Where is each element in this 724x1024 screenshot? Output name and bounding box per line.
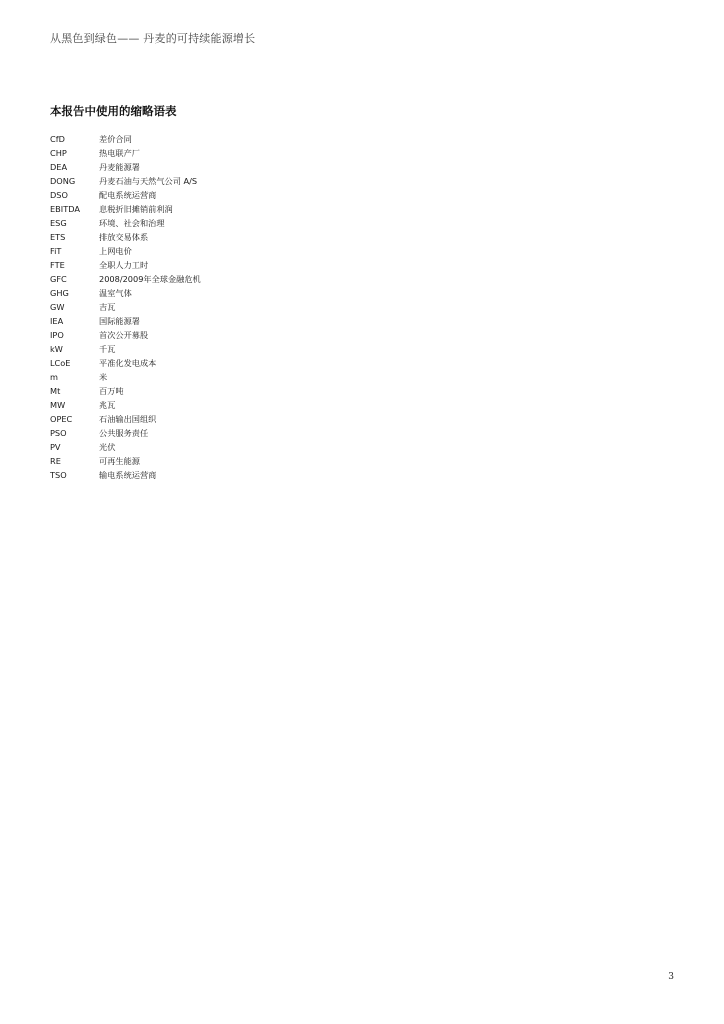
abbreviation-term: CHP bbox=[50, 148, 67, 158]
abbreviation-definition: 丹麦石油与天然气公司 A/S bbox=[99, 176, 198, 186]
abbreviation-row bbox=[50, 454, 450, 468]
abbreviation-row bbox=[50, 398, 450, 412]
abbreviation-definition: 2008/2009年全球金融危机 bbox=[99, 274, 201, 284]
abbreviation-term: MW bbox=[50, 400, 66, 410]
abbreviation-definition: 首次公开募股 bbox=[99, 330, 149, 340]
abbreviation-row bbox=[50, 286, 450, 300]
abbreviation-row bbox=[50, 342, 450, 356]
abbreviation-definition: 兆瓦 bbox=[99, 400, 116, 410]
abbreviation-definition: 米 bbox=[99, 372, 108, 382]
abbreviation-row bbox=[50, 216, 450, 230]
abbreviation-term: EBITDA bbox=[50, 204, 80, 214]
abbreviation-definition: 千瓦 bbox=[99, 344, 116, 354]
abbreviation-definition: 公共服务责任 bbox=[99, 428, 149, 438]
abbreviation-definition: 上网电价 bbox=[99, 246, 132, 256]
abbreviation-row bbox=[50, 188, 450, 202]
abbreviation-term: FTE bbox=[50, 260, 65, 270]
abbreviation-definition: 石油输出国组织 bbox=[99, 414, 157, 424]
abbreviation-row bbox=[50, 230, 450, 244]
abbreviation-term: DEA bbox=[50, 162, 68, 172]
abbreviation-definition: 光伏 bbox=[99, 442, 116, 452]
abbreviation-row bbox=[50, 440, 450, 454]
abbreviation-row bbox=[50, 146, 450, 160]
abbreviation-row bbox=[50, 174, 450, 188]
abbreviation-term: ETS bbox=[50, 232, 66, 242]
abbreviation-row bbox=[50, 328, 450, 342]
page-number: 3 bbox=[668, 972, 674, 982]
abbreviation-term: PV bbox=[50, 442, 61, 452]
abbreviation-term: LCoE bbox=[50, 358, 71, 368]
abbreviation-definition: 排放交易体系 bbox=[99, 232, 149, 242]
abbreviation-row bbox=[50, 132, 450, 146]
section-title: 本报告中使用的缩略语表 bbox=[50, 104, 177, 118]
abbreviation-term: kW bbox=[50, 344, 63, 354]
abbreviation-term: DONG bbox=[50, 176, 76, 186]
abbreviation-row bbox=[50, 244, 450, 258]
abbreviation-definition: 配电系统运营商 bbox=[99, 190, 157, 200]
abbreviation-definition: 丹麦能源署 bbox=[99, 162, 140, 172]
abbreviation-definition: 国际能源署 bbox=[99, 316, 140, 326]
abbreviation-definition: 息税折旧摊销前利润 bbox=[99, 204, 173, 214]
abbreviation-term: ESG bbox=[50, 218, 67, 228]
abbreviation-term: OPEC bbox=[50, 414, 73, 424]
abbreviation-row bbox=[50, 468, 450, 482]
abbreviation-row bbox=[50, 202, 450, 216]
abbreviation-row bbox=[50, 300, 450, 314]
abbreviation-row bbox=[50, 426, 450, 440]
abbreviation-term: RE bbox=[50, 456, 61, 466]
abbreviation-definition: 差价合同 bbox=[99, 134, 132, 144]
abbreviation-term: IEA bbox=[50, 316, 64, 326]
abbreviation-term: TSO bbox=[50, 470, 67, 480]
abbreviation-definition: 吉瓦 bbox=[99, 302, 116, 312]
abbreviation-definition: 环境、社会和治理 bbox=[99, 218, 165, 228]
abbreviation-term: m bbox=[50, 372, 58, 382]
running-header: 从黑色到绿色—— 丹麦的可持续能源增长 bbox=[50, 32, 256, 45]
abbreviation-term: Mt bbox=[50, 386, 61, 396]
abbreviation-term: CfD bbox=[50, 134, 65, 144]
abbreviation-definition: 热电联产厂 bbox=[99, 148, 140, 158]
abbreviation-definition: 平准化发电成本 bbox=[99, 358, 157, 368]
abbreviation-term: GHG bbox=[50, 288, 69, 298]
abbreviation-term: GW bbox=[50, 302, 65, 312]
abbreviation-definition: 可再生能源 bbox=[99, 456, 140, 466]
abbreviation-row bbox=[50, 356, 450, 370]
abbreviation-row bbox=[50, 412, 450, 426]
abbreviation-row bbox=[50, 384, 450, 398]
abbreviation-term: GFC bbox=[50, 274, 67, 284]
abbreviation-row bbox=[50, 272, 450, 286]
abbreviation-row bbox=[50, 258, 450, 272]
abbreviation-term: PSO bbox=[50, 428, 67, 438]
abbreviation-row bbox=[50, 160, 450, 174]
abbreviation-term: IPO bbox=[50, 330, 64, 340]
abbreviation-term: FiT bbox=[50, 246, 62, 256]
abbreviation-definition: 温室气体 bbox=[99, 288, 132, 298]
abbreviation-list bbox=[50, 132, 450, 482]
abbreviation-definition: 全职人力工时 bbox=[99, 260, 149, 270]
abbreviation-row bbox=[50, 370, 450, 384]
abbreviation-definition: 输电系统运营商 bbox=[99, 470, 157, 480]
abbreviation-term: DSO bbox=[50, 190, 68, 200]
abbreviation-row bbox=[50, 314, 450, 328]
abbreviation-definition: 百万吨 bbox=[99, 386, 124, 396]
